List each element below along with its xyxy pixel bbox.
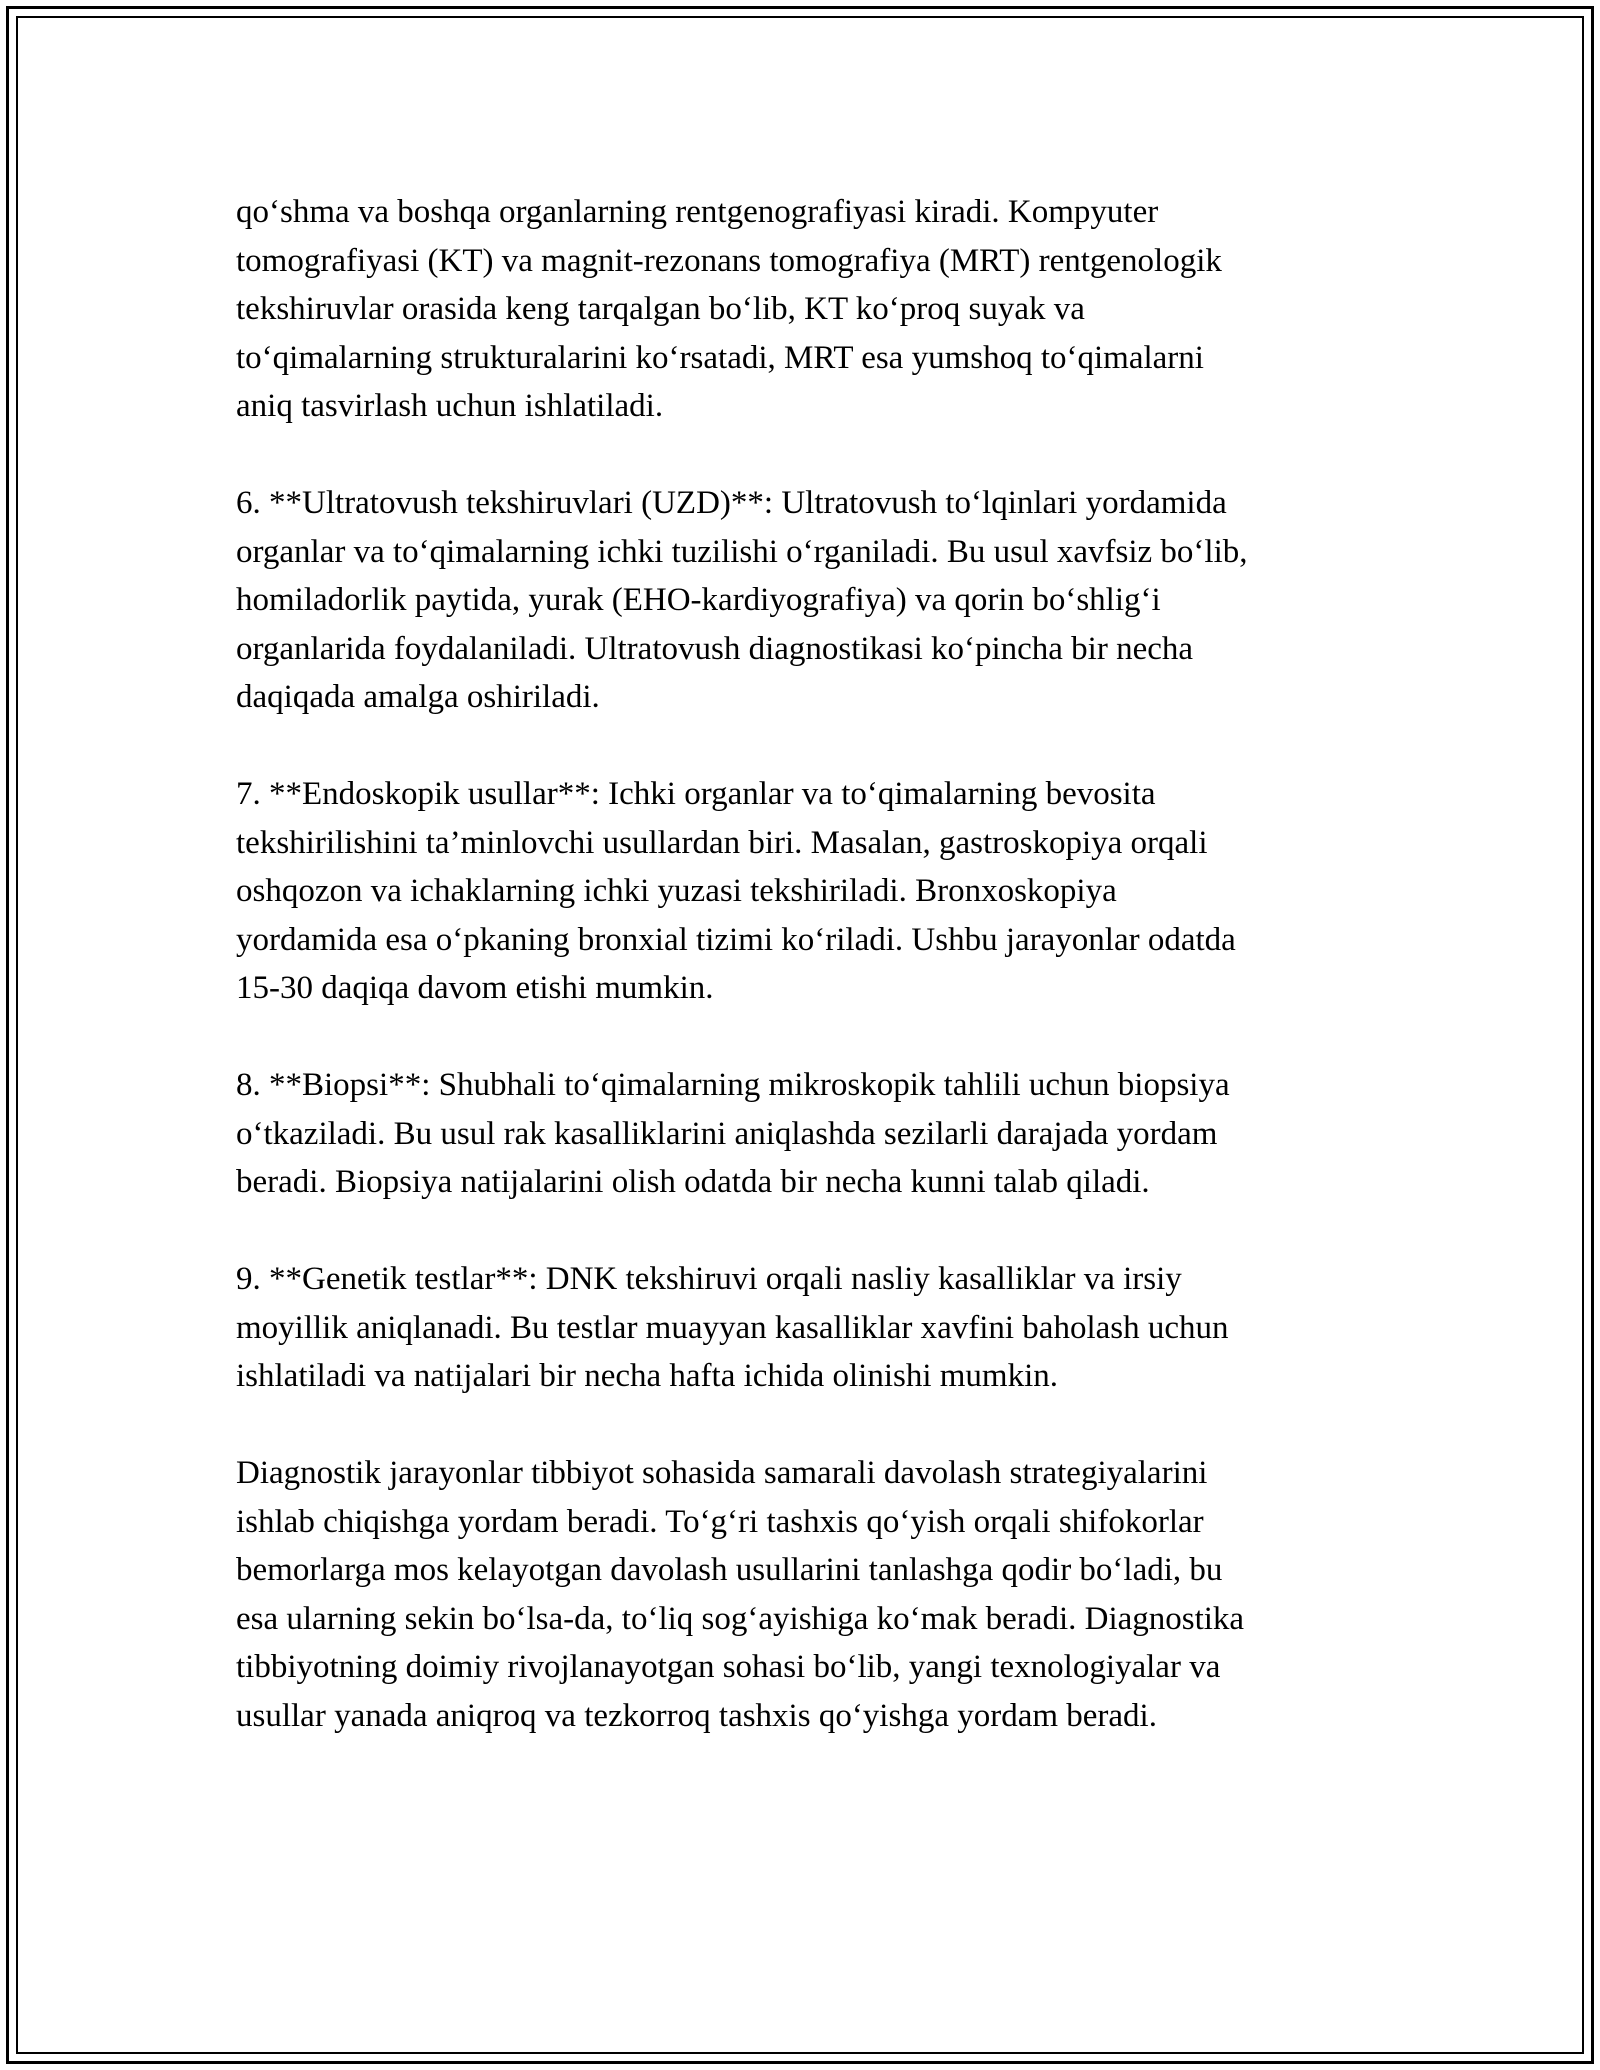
- paragraph-conclusion: [236, 1449, 1396, 1740]
- text-line: daqiqada amalga oshiriladi.: [236, 679, 600, 715]
- paragraph-genetic-tests: [236, 1255, 1396, 1401]
- text-line: 6. **Ultratovush tekshiruvlari (UZD)**: Ultratovush to‘lqinlari yordamida: [236, 485, 1227, 521]
- text-line: homiladorlik paytida, yurak (EHO-kardiyografiya) va qorin bo‘shlig‘i: [236, 582, 1161, 618]
- paragraph-ultrasound: [236, 479, 1396, 722]
- text-line: tekshirilishini ta’minlovchi usullardan biri. Masalan, gastroskopiya orqali: [236, 824, 1208, 861]
- paragraph-biopsy: [236, 1061, 1396, 1207]
- text-line: 9. **Genetik testlar**: DNK tekshiruvi orqali nasliy kasalliklar va irsiy: [236, 1261, 1182, 1297]
- document-body: [236, 188, 1396, 1789]
- text-line: bemorlarga mos kelayotgan davolash usullarini tanlashga qodir bo‘ladi, bu: [236, 1552, 1223, 1588]
- text-line: 15-30 daqiqa davom etishi mumkin.: [236, 970, 714, 1006]
- text-line: esa ularning sekin bo‘lsa-da, to‘liq sog‘ayishiga ko‘mak beradi. Diagnostika: [236, 1600, 1245, 1637]
- text-line: to‘qimalarning strukturalarini ko‘rsatadi, MRT esa yumshoq to‘qimalarni: [236, 339, 1204, 376]
- text-line: ishlab chiqishga yordam beradi. To‘g‘ri tashxis qo‘yish orqali shifokorlar: [236, 1503, 1204, 1540]
- paragraph-endoscopy: [236, 770, 1396, 1013]
- text-line: yordamida esa o‘pkaning bronxial tizimi ko‘riladi. Ushbu jarayonlar odatda: [236, 921, 1236, 958]
- text-line: organlarida foydalaniladi. Ultratovush diagnostikasi ko‘pincha bir necha: [236, 630, 1194, 667]
- text-line: beradi. Biopsiya natijalarini olish odatda bir necha kunni talab qiladi.: [236, 1164, 1150, 1200]
- text-line: aniq tasvirlash uchun ishlatiladi.: [236, 388, 664, 424]
- text-line: 8. **Biopsi**: Shubhali to‘qimalarning mikroskopik tahlili uchun biopsiya: [236, 1067, 1230, 1103]
- text-line: moyillik aniqlanadi. Bu testlar muayyan kasalliklar xavfini baholash uchun: [236, 1309, 1229, 1346]
- text-line: Diagnostik jarayonlar tibbiyot sohasida samarali davolash strategiyalarini: [236, 1455, 1208, 1491]
- text-line: ishlatiladi va natijalari bir necha hafta ichida olinishi mumkin.: [236, 1358, 1059, 1394]
- text-line: oshqozon va ichaklarning ichki yuzasi tekshiriladi. Bronxoskopiya: [236, 873, 1117, 909]
- text-line: tibbiyotning doimiy rivojlanayotgan sohasi bo‘lib, yangi texnologiyalar va: [236, 1649, 1221, 1685]
- paragraph-imaging-continued: [236, 188, 1396, 431]
- text-line: 7. **Endoskopik usullar**: Ichki organlar va to‘qimalarning bevosita: [236, 776, 1156, 812]
- text-line: tomografiyasi (KT) va magnit-rezonans tomografiya (MRT) rentgenologik: [236, 242, 1222, 279]
- text-line: o‘tkaziladi. Bu usul rak kasalliklarini aniqlashda sezilarli darajada yordam: [236, 1115, 1218, 1152]
- text-line: tekshiruvlar orasida keng tarqalgan bo‘lib, KT ko‘proq suyak va: [236, 291, 1085, 327]
- text-line: organlar va to‘qimalarning ichki tuzilishi o‘rganiladi. Bu usul xavfsiz bo‘lib,: [236, 533, 1248, 570]
- text-line: qo‘shma va boshqa organlarning rentgenografiyasi kiradi. Kompyuter: [236, 194, 1159, 230]
- text-line: usullar yanada aniqroq va tezkorroq tashxis qo‘yishga yordam beradi.: [236, 1697, 1157, 1734]
